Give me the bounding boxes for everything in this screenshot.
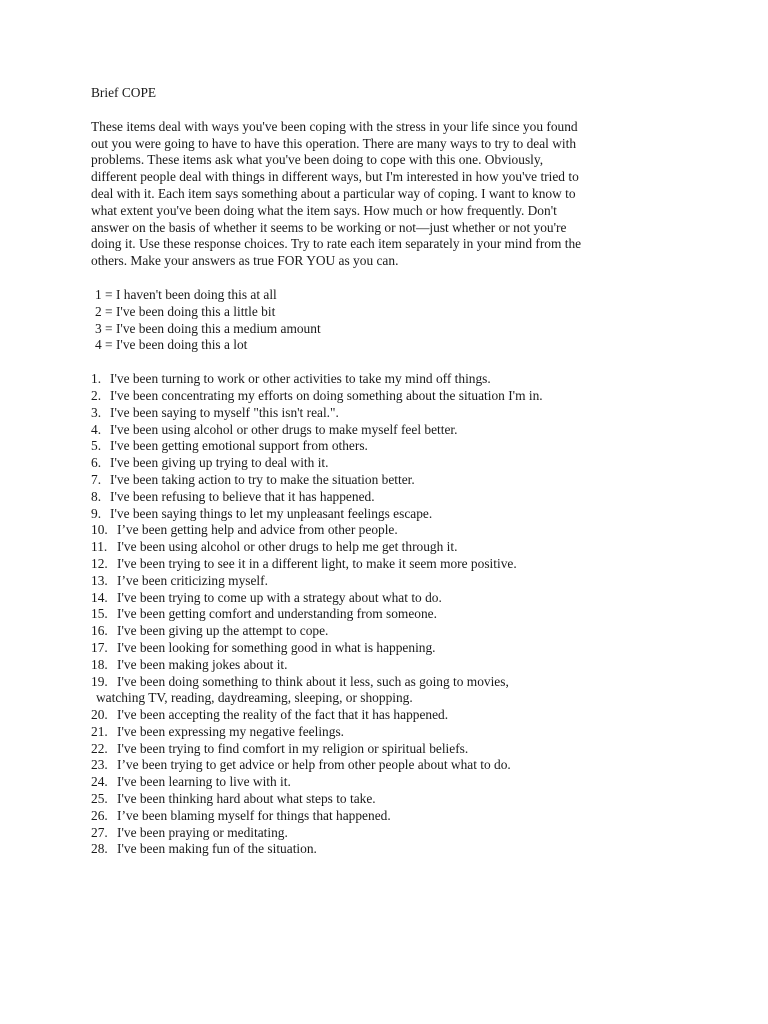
item-text: I've been making fun of the situation. xyxy=(117,841,317,857)
item-text: I've been praying or meditating. xyxy=(117,824,288,840)
instructions-line: different people deal with things in different ways, but I'm interested in how you've tried to xyxy=(91,169,579,185)
item-number: 22. xyxy=(91,740,108,756)
item-text: I've been using alcohol or other drugs to make myself feel better. xyxy=(110,421,458,437)
document-page xyxy=(91,85,691,858)
item-text: I've been using alcohol or other drugs to help me get through it. xyxy=(117,539,458,555)
cope-item xyxy=(91,438,691,455)
item-number: 23. xyxy=(91,757,108,773)
cope-item xyxy=(91,757,691,774)
item-number: 13. xyxy=(91,572,108,588)
item-number: 12. xyxy=(91,555,108,571)
cope-item xyxy=(91,371,691,388)
cope-item xyxy=(91,405,691,422)
item-number: 19. xyxy=(91,673,108,689)
instructions-line: doing it. Use these response choices. Try to rate each item separately in your mind from the xyxy=(91,236,582,252)
cope-item xyxy=(91,472,691,489)
document-title: Brief COPE xyxy=(91,85,157,100)
cope-item xyxy=(91,674,691,691)
cope-item xyxy=(91,455,691,472)
item-text: I’ve been getting help and advice from other people. xyxy=(117,522,398,538)
item-text: I've been giving up the attempt to cope. xyxy=(117,623,329,639)
item-number: 2. xyxy=(91,387,102,403)
item-number: 25. xyxy=(91,791,108,807)
cope-items-list xyxy=(91,371,691,858)
item-number: 7. xyxy=(91,471,102,487)
item-text: I've been refusing to believe that it has happened. xyxy=(110,488,375,504)
item-text: I've been getting comfort and understanding from someone. xyxy=(117,606,437,622)
item-text: I've been trying to come up with a strategy about what to do. xyxy=(117,589,442,605)
cope-item xyxy=(91,724,691,741)
instructions-line: These items deal with ways you've been coping with the stress in your life since you found xyxy=(91,118,578,134)
scale-option: 1 = I haven't been doing this at all xyxy=(95,286,277,302)
cope-item xyxy=(91,539,691,556)
instructions-paragraph xyxy=(91,119,691,270)
cope-item xyxy=(91,388,691,405)
scale-option: 3 = I've been doing this a medium amount xyxy=(95,320,321,336)
cope-item xyxy=(91,791,691,808)
item-number: 15. xyxy=(91,606,108,622)
cope-item xyxy=(91,556,691,573)
item-text: I've been looking for something good in what is happening. xyxy=(117,639,436,655)
item-number: 4. xyxy=(91,421,102,437)
cope-item xyxy=(91,841,691,858)
item-number: 10. xyxy=(91,522,108,538)
cope-item xyxy=(91,774,691,791)
instructions-line: deal with it. Each item says something about a particular way of coping. I want to know to xyxy=(91,185,576,201)
item-text: I’ve been blaming myself for things that happened. xyxy=(117,807,391,823)
item-text: I've been making jokes about it. xyxy=(117,656,288,672)
cope-item xyxy=(91,707,691,724)
item-text: I've been getting emotional support from others. xyxy=(110,438,368,454)
cope-item xyxy=(91,741,691,758)
instructions-line: out you were going to have to have this operation. There are many ways to try to deal with xyxy=(91,135,577,151)
cope-item xyxy=(91,657,691,674)
instructions-line: answer on the basis of whether it seems to be working or not—just whether or not you're xyxy=(91,219,567,235)
item-text: I've been doing something to think about it less, such as going to movies, xyxy=(117,673,509,689)
instructions-line: others. Make your answers as true FOR YOU as you can. xyxy=(91,253,399,269)
item-text: I've been saying to myself "this isn't real.". xyxy=(110,404,339,420)
item-number: 20. xyxy=(91,707,108,723)
item-text: I've been turning to work or other activities to take my mind off things. xyxy=(110,371,491,387)
item-number: 6. xyxy=(91,455,102,471)
item-text: I've been trying to see it in a different light, to make it seem more positive. xyxy=(117,555,517,571)
item-text: I’ve been criticizing myself. xyxy=(117,572,268,588)
item-number: 3. xyxy=(91,404,102,420)
item-number: 16. xyxy=(91,623,108,639)
instructions-line: problems. These items ask what you've been doing to cope with this one. Obviously, xyxy=(91,152,544,168)
cope-item xyxy=(91,606,691,623)
cope-item xyxy=(91,640,691,657)
cope-item xyxy=(91,489,691,506)
item-text: I've been concentrating my efforts on doing something about the situation I'm in. xyxy=(110,387,543,403)
item-number: 8. xyxy=(91,488,102,504)
item-number: 14. xyxy=(91,589,108,605)
item-number: 9. xyxy=(91,505,102,521)
item-text: I've been giving up trying to deal with it. xyxy=(110,455,329,471)
cope-item xyxy=(91,590,691,607)
item-number: 26. xyxy=(91,807,108,823)
item-number: 21. xyxy=(91,723,108,739)
item-number: 17. xyxy=(91,639,108,655)
item-number: 24. xyxy=(91,774,108,790)
item-number: 1. xyxy=(91,371,102,387)
item-text: I've been taking action to try to make the situation better. xyxy=(110,471,415,487)
cope-item xyxy=(91,422,691,439)
item-text: I've been accepting the reality of the fact that it has happened. xyxy=(117,707,449,723)
item-number: 11. xyxy=(91,539,108,555)
item-text: I've been expressing my negative feelings. xyxy=(117,723,345,739)
cope-item xyxy=(91,522,691,539)
item-number: 28. xyxy=(91,841,108,857)
cope-item xyxy=(91,825,691,842)
response-scale xyxy=(91,287,691,354)
item-number: 27. xyxy=(91,824,108,840)
item-text: I've been saying things to let my unpleasant feelings escape. xyxy=(110,505,433,521)
item-text: I've been trying to find comfort in my religion or spiritual beliefs. xyxy=(117,740,469,756)
item-number: 18. xyxy=(91,656,108,672)
cope-item xyxy=(91,623,691,640)
instructions-line: what extent you've been doing what the item says. How much or how frequently. Don't xyxy=(91,202,557,218)
cope-item xyxy=(91,808,691,825)
item-text: I’ve been trying to get advice or help from other people about what to do. xyxy=(117,757,511,773)
item-text: I've been thinking hard about what steps to take. xyxy=(117,791,376,807)
item-text: I've been learning to live with it. xyxy=(117,774,291,790)
scale-option: 4 = I've been doing this a lot xyxy=(95,337,248,353)
cope-item xyxy=(91,573,691,590)
item-number: 5. xyxy=(91,438,102,454)
cope-item xyxy=(91,506,691,523)
item-text-continuation: watching TV, reading, daydreaming, sleeping, or shopping. xyxy=(96,690,413,706)
scale-option: 2 = I've been doing this a little bit xyxy=(95,303,276,319)
